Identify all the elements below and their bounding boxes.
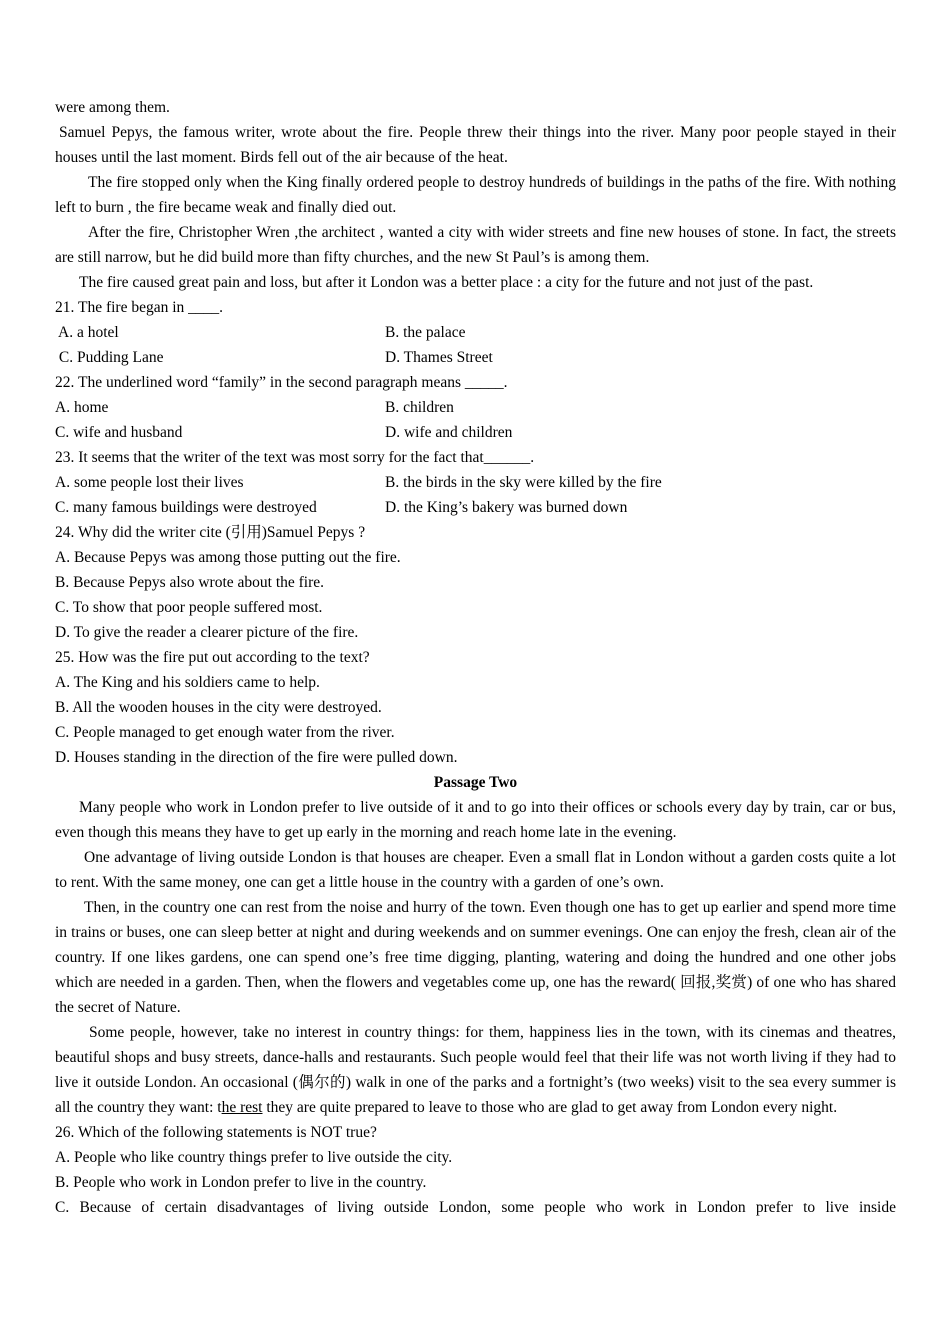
question-21-options-row-1 — [55, 320, 896, 345]
question-21-option-b: B. the palace — [385, 324, 466, 341]
passage-two-paragraph-2: One advantage of living outside London is that houses are cheaper. Even a small flat in London without a garden costs quite a lot to rent. With the same money, one can get a little house in the country with a garden of one’s own. — [55, 849, 896, 891]
passage-one-paragraph-wren: After the fire, Christopher Wren ,the architect , wanted a city with wider streets and fine new houses of stone. In fact, the streets are still narrow, but he did build more than fifty churches, and the new St Paul’s is among them. — [55, 224, 896, 266]
question-24-option-b: B. Because Pepys also wrote about the fire. — [55, 574, 325, 591]
question-22-options-row-1 — [55, 395, 896, 420]
question-21-stem: 21. The fire began in ____. — [55, 299, 224, 316]
question-25-option-a: A. The King and his soldiers came to help. — [55, 674, 320, 691]
question-25-stem: 25. How was the fire put out according to the text? — [55, 649, 370, 666]
question-22-option-c: C. wife and husband — [55, 424, 183, 441]
question-24-option-c: C. To show that poor people suffered most. — [55, 599, 323, 616]
question-21-option-a: A. a hotel — [55, 324, 119, 341]
question-22-option-a: A. home — [55, 399, 109, 416]
question-21-options-row-2 — [55, 345, 896, 370]
question-21-option-c: C. Pudding Lane — [55, 349, 164, 366]
question-26-option-b: B. People who work in London prefer to live in the country. — [55, 1174, 427, 1191]
question-22-option-b: B. children — [385, 399, 454, 416]
question-25-option-c: C. People managed to get enough water from the river. — [55, 724, 395, 741]
passage-two-paragraph-1: Many people who work in London prefer to live outside of it and to go into their offices or schools every day by train, car or bus, even though this means they have to get up early in the morning and reach home late in the evening. — [55, 799, 896, 841]
question-23-options-row-1 — [55, 470, 896, 495]
question-23-option-d: D. the King’s bakery was burned down — [385, 499, 628, 516]
question-25-option-b: B. All the wooden houses in the city were destroyed. — [55, 699, 382, 716]
question-21-option-d: D. Thames Street — [385, 349, 493, 366]
question-24-option-d: D. To give the reader a clearer picture of the fire. — [55, 624, 359, 641]
question-23-option-c: C. many famous buildings were destroyed — [55, 499, 317, 516]
passage-one-paragraph-king: The fire stopped only when the King finally ordered people to destroy hundreds of buildings in the paths of the fire. With nothing left to burn , the fire became weak and finally died out. — [55, 174, 896, 216]
question-26-stem: 26. Which of the following statements is NOT true? — [55, 1124, 377, 1141]
underlined-phrase-the-rest: he rest — [221, 1099, 263, 1116]
passage-one-paragraph-pepys: Samuel Pepys, the famous writer, wrote about the fire. People threw their things into the river. Many poor people stayed in their houses until the last moment. Birds fell out of the air because of the heat. — [55, 124, 896, 166]
question-23-option-a: A. some people lost their lives — [55, 474, 244, 491]
question-22-option-d: D. wife and children — [385, 424, 513, 441]
question-23-options-row-2 — [55, 495, 896, 520]
question-26-option-c: C. Because of certain disadvantages of living outside London, some people who work in London prefer to live inside — [55, 1199, 896, 1216]
passage-two-paragraph-3: Then, in the country one can rest from the noise and hurry of the town. Even though one has to get up earlier and spend more time in trains or buses, one can sleep better at night and during weekends and on summer evenings. One can enjoy the fresh, clean air of the country. If one likes gardens, one can spend one’s free time digging, planting, watering and doing the hundred and one other jobs which are needed in a garden. Then, when the flowers and vegetables come up, one has the reward( 回报,奖赏) of one who has shared the secret of Nature. — [55, 899, 896, 1016]
question-22-stem: 22. The underlined word “family” in the second paragraph means _____. — [55, 374, 508, 391]
question-24-option-a: A. Because Pepys was among those putting out the fire. — [55, 549, 401, 566]
question-23-option-b: B. the birds in the sky were killed by the fire — [385, 474, 662, 491]
passage-two-title: Passage Two — [433, 774, 518, 791]
document-page — [55, 95, 896, 1220]
passage-one-paragraph-conclusion: The fire caused great pain and loss, but after it London was a better place : a city for the future and not just of the past. — [79, 274, 814, 291]
question-26-option-a: A. People who like country things prefer to live outside the city. — [55, 1149, 453, 1166]
question-25-option-d: D. Houses standing in the direction of the fire were pulled down. — [55, 749, 458, 766]
question-23-stem: 23. It seems that the writer of the text was most sorry for the fact that______. — [55, 449, 535, 466]
question-24-stem: 24. Why did the writer cite (引用)Samuel Pepys ? — [55, 524, 366, 541]
question-22-options-row-2 — [55, 420, 896, 445]
paragraph-4-text-after: they are quite prepared to leave to those who are glad to get away from London every night. — [262, 1099, 838, 1116]
passage-two-paragraph-4 — [55, 1020, 896, 1120]
passage-one-line-1: were among them. — [55, 99, 170, 116]
paragraph-4-text-before: Some people, however, take no interest in country things: for them, happiness lies in the town, with its cinemas and theatres, beautiful shops and busy streets, dance-halls and restaurants. Such people would feel that their life was not worth living if they had to live it outside London. An occasional (偶尔的) walk in one of the parks and a fortnight’s (two weeks) visit to the sea every summer is all the country they want: t — [55, 1024, 896, 1116]
